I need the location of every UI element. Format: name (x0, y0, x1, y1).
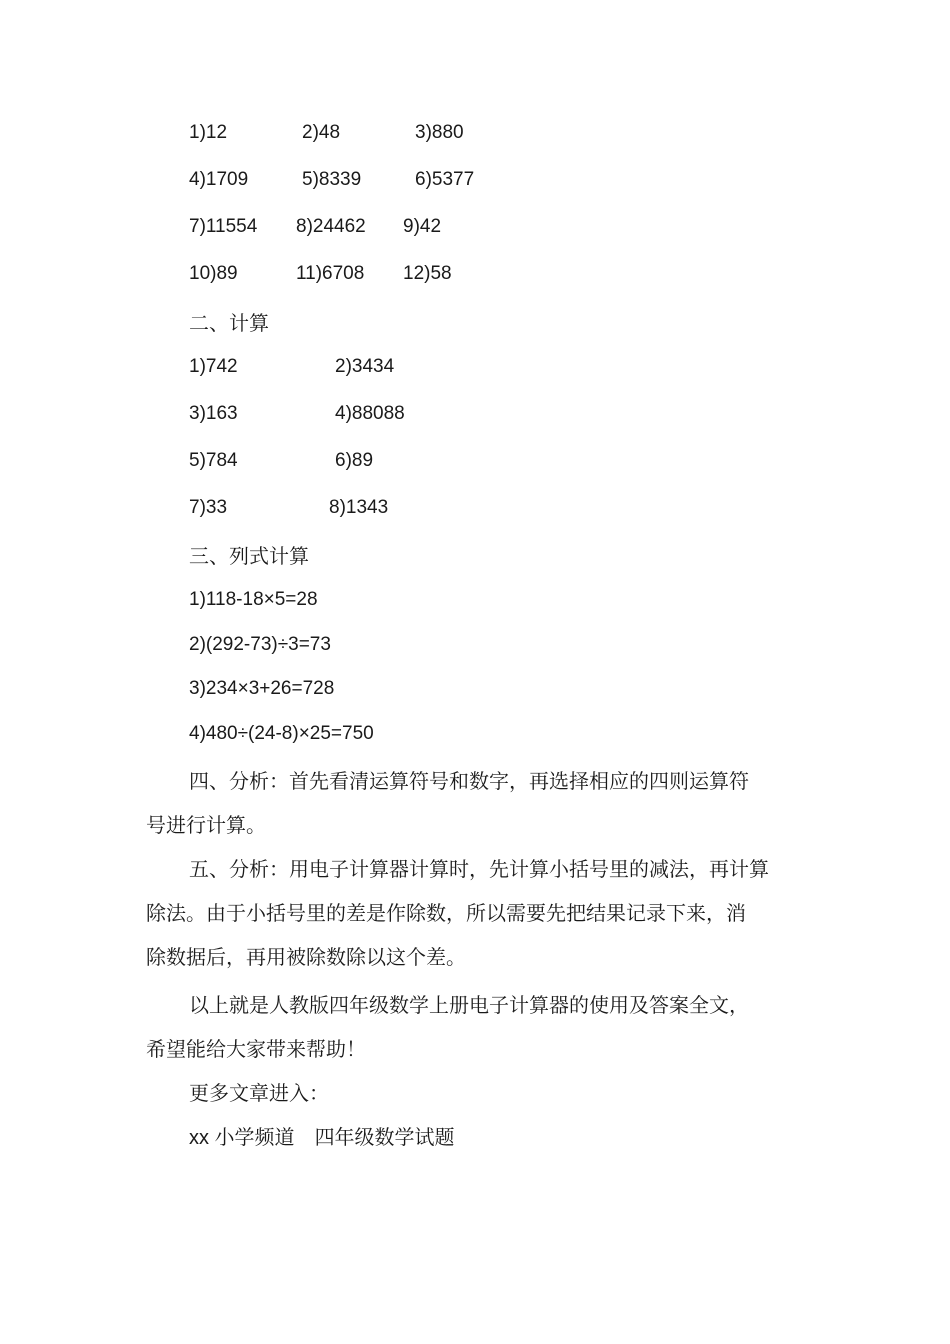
equation-item: 4)480÷(24-8)×25=750 (189, 723, 374, 744)
analysis-line: 五、分析：用电子计算器计算时，先计算小括号里的减法，再计算 (189, 859, 769, 881)
more-articles-label: 更多文章进入： (189, 1083, 329, 1105)
answer-item: 3)163 (189, 403, 238, 424)
answer-item: 2)3434 (335, 356, 395, 377)
answer-item: 7)33 (189, 497, 228, 518)
answer-item: 8)24462 (296, 216, 366, 237)
answer-item: 6)89 (335, 450, 374, 471)
conclusion-line: 希望能给大家带来帮助！ (146, 1039, 366, 1061)
answer-item: 3)880 (415, 122, 464, 143)
answer-item: 5)784 (189, 450, 238, 471)
answer-item: 8)1343 (329, 497, 389, 518)
answer-item: 1)742 (189, 356, 238, 377)
answer-item: 7)11554 (189, 216, 258, 237)
link-primary-school-channel[interactable]: xx 小学频道 (189, 1127, 295, 1149)
answer-item: 2)48 (302, 122, 341, 143)
answer-item: 6)5377 (415, 169, 475, 190)
analysis-line: 四、分析：首先看清运算符号和数字，再选择相应的四则运算符 (189, 771, 749, 793)
equation-item: 1)118-18×5=28 (189, 589, 318, 610)
answer-item: 4)88088 (335, 403, 405, 424)
analysis-line: 号进行计算。 (146, 815, 266, 837)
answer-item: 9)42 (403, 216, 442, 237)
section-heading-column-calculation: 三、列式计算 (189, 546, 309, 568)
answer-item: 5)8339 (302, 169, 362, 190)
more-articles-links (189, 1123, 455, 1153)
equation-item: 2)(292-73)÷3=73 (189, 634, 331, 655)
answer-item: 4)1709 (189, 169, 249, 190)
answer-item: 1)12 (189, 122, 228, 143)
link-grade-four-math-tests[interactable]: 四年级数学试题 (314, 1127, 455, 1149)
analysis-line: 除数据后，再用被除数除以这个差。 (146, 947, 466, 969)
section-heading-calculation: 二、计算 (189, 313, 269, 335)
answer-item: 10)89 (189, 263, 238, 284)
conclusion-line: 以上就是人教版四年级数学上册电子计算器的使用及答案全文， (189, 995, 749, 1017)
analysis-line: 除法。由于小括号里的差是作除数，所以需要先把结果记录下来，消 (146, 903, 746, 925)
answer-item: 12)58 (403, 263, 452, 284)
answer-item: 11)6708 (296, 263, 365, 284)
equation-item: 3)234×3+26=728 (189, 678, 335, 699)
